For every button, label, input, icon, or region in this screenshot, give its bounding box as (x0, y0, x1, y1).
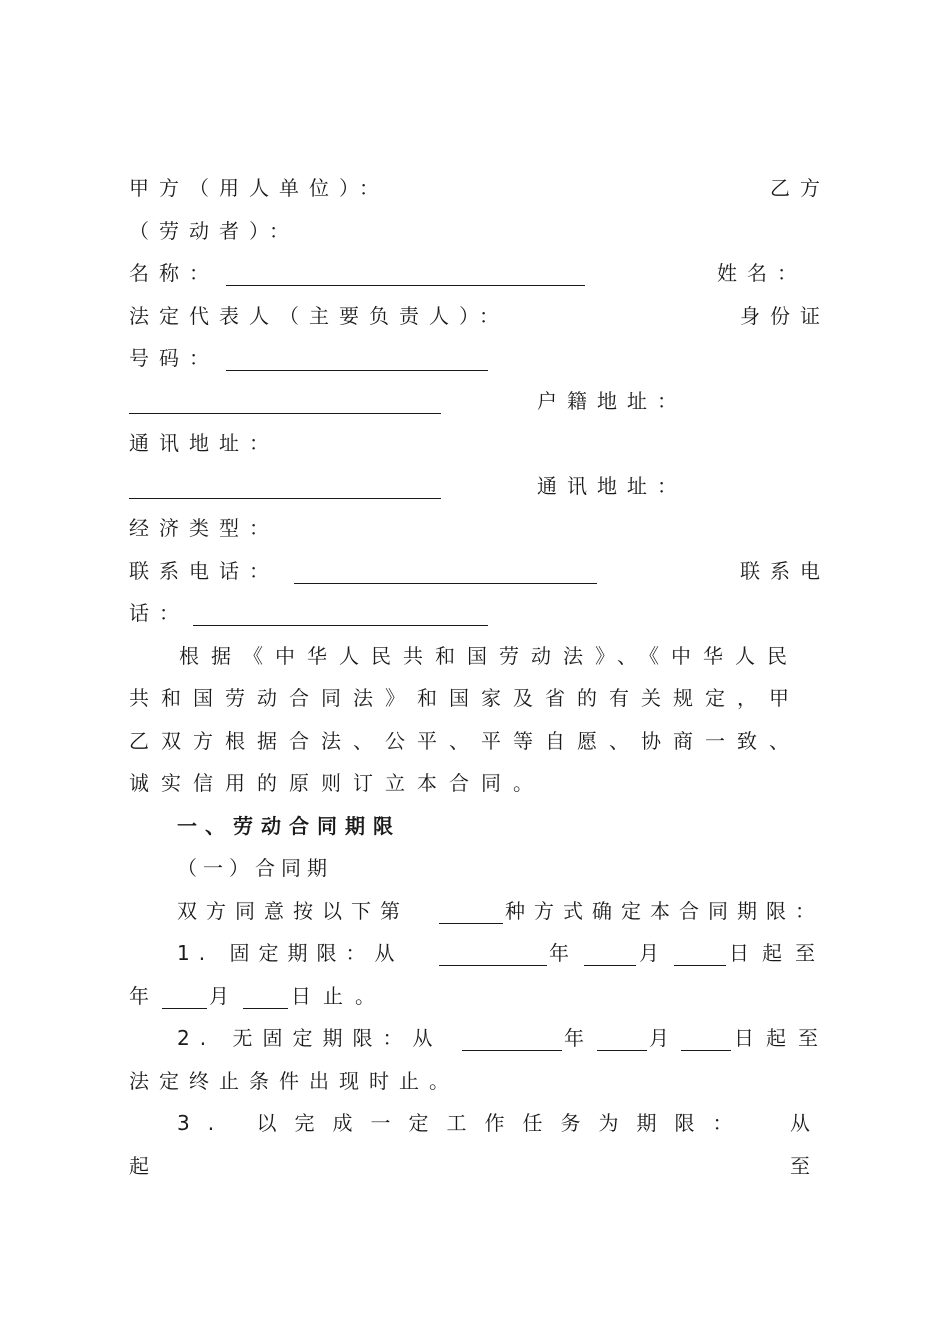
comm-a-line (129, 422, 820, 464)
subsection-line (129, 847, 820, 889)
comm-addr-a-label: 通讯地址： (129, 431, 279, 455)
section-heading-line (129, 805, 820, 847)
item1-label: 1. 固定期限：从 (177, 941, 404, 965)
item2-line-2 (129, 1060, 820, 1102)
item3-line (129, 1102, 820, 1144)
item1-month-blank[interactable] (584, 941, 636, 966)
huji-label: 户籍地址： (537, 389, 687, 413)
phone-b-blank[interactable] (193, 601, 488, 626)
agree-blank[interactable] (439, 899, 503, 924)
item2-line (129, 1017, 830, 1059)
econ-type-label: 经济类型： (129, 516, 279, 540)
item1-day-blank[interactable] (674, 941, 726, 966)
name-line (129, 252, 820, 294)
item3-line-2 (129, 1145, 820, 1187)
item1-line (129, 932, 828, 974)
phone-line (129, 550, 830, 592)
rep-blank[interactable] (129, 389, 441, 414)
party-b-label: 乙方 (770, 176, 830, 200)
party-line (129, 167, 830, 209)
rep-label: 法定代表人（主要负责人）： (129, 304, 509, 328)
phone-a-blank[interactable] (294, 559, 597, 584)
item2-day-start: 日起至 (734, 1026, 830, 1050)
item2-month: 月 (649, 1026, 679, 1050)
item1-day-end: 日止。 (291, 984, 387, 1008)
rep-line (129, 295, 830, 337)
item1-month: 月 (639, 941, 669, 965)
item1-end-month-blank[interactable] (162, 984, 207, 1009)
item2-day-blank[interactable] (681, 1026, 731, 1051)
comm-addr-b-label: 通讯地址： (537, 474, 687, 498)
item1-year: 年 (549, 941, 579, 965)
phone-b-line (129, 592, 820, 634)
party-b-line (129, 210, 820, 252)
item1-end-month: 月 (209, 984, 239, 1008)
item2-month-blank[interactable] (597, 1026, 647, 1051)
subsection-heading: （一）合同期 (177, 856, 333, 880)
item1-year-blank[interactable] (439, 941, 547, 966)
intro-line-3 (129, 720, 820, 762)
item2-text-2: 法定终止条件出现时止。 (129, 1069, 459, 1093)
item2-year: 年 (564, 1026, 594, 1050)
item2-label: 2. 无固定期限：从 (177, 1026, 443, 1050)
econ-line (129, 507, 820, 549)
item1-line-2 (129, 975, 820, 1017)
name-label: 名称： (129, 261, 219, 285)
item3-label: 3. 以完成一定工作任务为期限： (177, 1111, 751, 1135)
id-label: 身份证 (740, 304, 830, 328)
item1-end-year: 年 (129, 984, 159, 1008)
item3-qi: 起 (129, 1154, 159, 1178)
intro-line-2 (129, 677, 820, 719)
id-line (129, 337, 820, 379)
agree-line (129, 890, 824, 932)
huji-line (129, 380, 820, 422)
agree-text-a: 双方同意按以下第 (177, 899, 409, 923)
party-b-label-cont: （劳动者）： (129, 219, 299, 243)
section-heading: 一、劳动合同期限 (177, 814, 401, 838)
intro-line-1 (129, 635, 820, 677)
item1-end-day-blank[interactable] (243, 984, 288, 1009)
comm-addr-a-blank[interactable] (129, 474, 441, 499)
agree-text-b: 种方式确定本合同期限： (505, 899, 824, 923)
xingming-label: 姓名： (717, 261, 807, 285)
phone-a-label: 联系电话： (129, 559, 279, 583)
id-label-cont: 号码： (129, 346, 219, 370)
intro-line-4 (129, 762, 820, 804)
item1-day-start: 日起至 (729, 941, 828, 965)
intro-text-2: 共和国劳动合同法》和国家及省的有关规定，甲 (129, 686, 801, 710)
intro-text-1: 根据《中华人民共和国劳动法》、《中华人民 (179, 644, 799, 668)
item3-zhi: 至 (790, 1154, 820, 1178)
name-blank[interactable] (226, 261, 585, 286)
phone-b-label: 联系电 (740, 559, 830, 583)
intro-text-3: 乙双方根据合法、公平、平等自愿、协商一致、 (129, 729, 801, 753)
comm-b-line (129, 465, 820, 507)
phone-b-label-cont: 话： (129, 601, 189, 625)
item3-from: 从 (790, 1111, 820, 1135)
party-a-label: 甲方（用人单位）： (129, 176, 389, 200)
id-blank[interactable] (226, 346, 488, 371)
intro-text-4: 诚实信用的原则订立本合同。 (129, 771, 545, 795)
item2-year-blank[interactable] (462, 1026, 562, 1051)
